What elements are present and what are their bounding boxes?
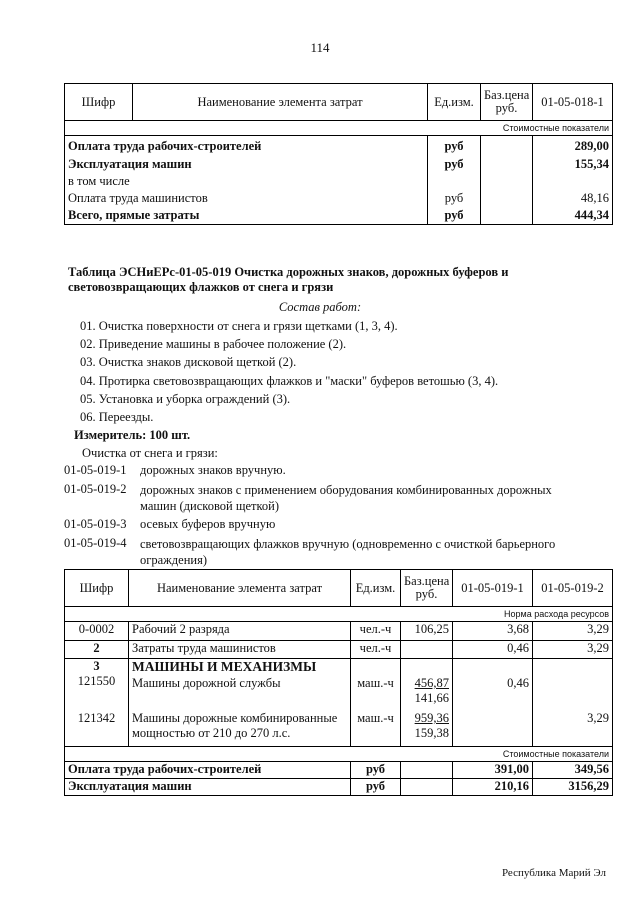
row-name: Рабочий 2 разряда <box>129 622 351 641</box>
definition-text: световозвращающих флажков вручную (одновременно с очисткой барьерного ограждения) <box>140 537 556 567</box>
header-name: Наименование элемента затрат <box>129 570 351 607</box>
row-code: 121550 <box>77 674 116 688</box>
header-code: Шифр <box>65 84 133 121</box>
row-unit: руб <box>351 761 401 778</box>
row-name: Всего, прямые затраты <box>65 207 428 225</box>
row-value-1: 0,46 <box>453 641 533 659</box>
row-name: в том числе <box>65 173 428 190</box>
row-value-1: 0,46 <box>507 676 529 690</box>
row-price-base: 959,36 <box>414 711 449 725</box>
row-unit: руб <box>428 156 481 173</box>
row-unit <box>428 173 481 190</box>
work-item: 01. Очистка поверхности от снега и грязи щетками (1, 3, 4). <box>80 319 398 333</box>
row-unit: чел.-ч <box>351 622 401 641</box>
header-price: Баз.цена руб. <box>401 570 453 607</box>
work-item: 06. Переезды. <box>80 410 154 425</box>
header-norm-018-1: 01-05-018-1 <box>533 84 613 121</box>
row-value-1 <box>453 659 533 707</box>
works-list <box>80 317 600 426</box>
definition-code: 01-05-019-3 <box>64 517 127 531</box>
row-price <box>481 173 533 190</box>
row-price <box>401 761 453 778</box>
cleaning-intro: Очистка от снега и грязи: <box>82 446 218 460</box>
row-name: Оплата труда рабочих-строителей <box>65 761 351 778</box>
table-row <box>65 706 613 746</box>
resource-table-019 <box>64 569 613 796</box>
header-unit: Ед.изм. <box>351 570 401 607</box>
row-value: 444,34 <box>533 207 613 225</box>
row-unit: руб <box>428 136 481 157</box>
definition-code: 01-05-019-4 <box>64 536 127 550</box>
definition-text: осевых буферов вручную <box>140 517 276 531</box>
table-row <box>65 190 613 207</box>
table-row <box>65 659 613 707</box>
row-value-2: 3,29 <box>533 641 613 659</box>
section-cost-indicators: Стоимостные показатели <box>65 121 613 136</box>
row-price: 106,25 <box>401 622 453 641</box>
row-price-salary: 141,66 <box>414 691 449 705</box>
row-unit: маш.-ч <box>357 676 394 690</box>
row-name: Затраты труда машинистов <box>129 641 351 659</box>
row-price <box>481 207 533 225</box>
table-row <box>65 622 613 641</box>
row-name: Оплата труда машинистов <box>65 190 428 207</box>
row-price <box>401 778 453 795</box>
row-price <box>401 641 453 659</box>
row-value <box>533 173 613 190</box>
row-price-salary: 159,38 <box>414 726 449 740</box>
table-row <box>65 136 613 157</box>
table-row <box>65 778 613 795</box>
footer-region: Республика Марий Эл <box>501 867 606 879</box>
definition-text: дорожных знаков с применением оборудования комбинированных дорожных машин (дисковой щеткой) <box>140 483 552 513</box>
definition-row <box>64 536 584 568</box>
row-price-base: 456,87 <box>414 676 449 690</box>
row-price <box>401 706 453 746</box>
row-price <box>481 136 533 157</box>
row-unit: маш.-ч <box>351 706 401 746</box>
cost-table-018 <box>64 83 613 225</box>
definitions <box>64 463 584 568</box>
row-value: 48,16 <box>533 190 613 207</box>
row-unit: чел.-ч <box>351 641 401 659</box>
row-name: Машины дорожные комбинированные мощностью от 210 до 270 л.с. <box>129 706 351 746</box>
row-value-1 <box>453 706 533 746</box>
definition-row <box>64 517 584 536</box>
composition-title: Состав работ: <box>278 300 362 314</box>
header-norm-019-1: 01-05-019-1 <box>453 570 533 607</box>
definition-row <box>64 463 584 482</box>
row-unit: руб <box>428 190 481 207</box>
table-row <box>65 761 613 778</box>
section-cost-indicators: Стоимостные показатели <box>65 746 613 761</box>
row-name: Машины дорожной службы <box>132 676 281 690</box>
definition-code: 01-05-019-2 <box>64 482 127 496</box>
row-value: 155,34 <box>533 156 613 173</box>
table-row <box>65 207 613 225</box>
group-code: 3 <box>93 659 100 673</box>
row-code <box>65 659 129 707</box>
header-norm-019-2: 01-05-019-2 <box>533 570 613 607</box>
row-value-2: 3,29 <box>533 622 613 641</box>
table-row <box>65 173 613 190</box>
row-code: 0-0002 <box>65 622 129 641</box>
work-item: 04. Протирка световозвращающих флажков и "маски" буферов ветошью (3, 4). <box>80 373 499 388</box>
definition-row <box>64 482 584 517</box>
header-name: Наименование элемента затрат <box>133 84 428 121</box>
header-price: Баз.цена руб. <box>481 84 533 121</box>
row-unit: руб <box>428 207 481 225</box>
row-value-2: 349,56 <box>533 761 613 778</box>
row-value-2 <box>533 659 613 707</box>
row-price <box>401 659 453 707</box>
work-item: 03. Очистка знаков дисковой щеткой (2). <box>80 355 297 370</box>
group-name: МАШИНЫ И МЕХАНИЗМЫ <box>132 659 317 674</box>
table-row <box>65 641 613 659</box>
meter: Измеритель: 100 шт. <box>74 428 191 442</box>
row-unit <box>351 659 401 707</box>
definition-text: дорожных знаков вручную. <box>140 463 286 477</box>
section-resource-norms: Норма расхода ресурсов <box>65 607 613 622</box>
row-value-2: 3156,29 <box>533 778 613 795</box>
work-item: 05. Установка и уборка ограждений (3). <box>80 391 291 406</box>
row-name: Эксплуатация машин <box>65 778 351 795</box>
row-name: Эксплуатация машин <box>65 156 428 173</box>
row-code: 2 <box>65 641 129 659</box>
page-number: 114 <box>310 40 330 55</box>
row-value-1: 210,16 <box>453 778 533 795</box>
row-value: 289,00 <box>533 136 613 157</box>
row-value-1: 3,68 <box>453 622 533 641</box>
work-item: 02. Приведение машины в рабочее положение (2). <box>80 337 347 352</box>
section-title: Таблица ЭСНиЕРс-01-05-019 Очистка дорожных знаков, дорожных буферов и световозвращающих флажков от снега и грязи <box>68 265 509 294</box>
row-price <box>481 190 533 207</box>
header-code: Шифр <box>65 570 129 607</box>
definition-code: 01-05-019-1 <box>64 463 127 477</box>
row-name <box>129 659 351 707</box>
table-row <box>65 156 613 173</box>
row-name: Оплата труда рабочих-строителей <box>65 136 428 157</box>
row-code: 121342 <box>65 706 129 746</box>
row-unit: руб <box>351 778 401 795</box>
row-value-2: 3,29 <box>533 706 613 746</box>
header-unit: Ед.изм. <box>428 84 481 121</box>
row-price <box>481 156 533 173</box>
row-value-1: 391,00 <box>453 761 533 778</box>
